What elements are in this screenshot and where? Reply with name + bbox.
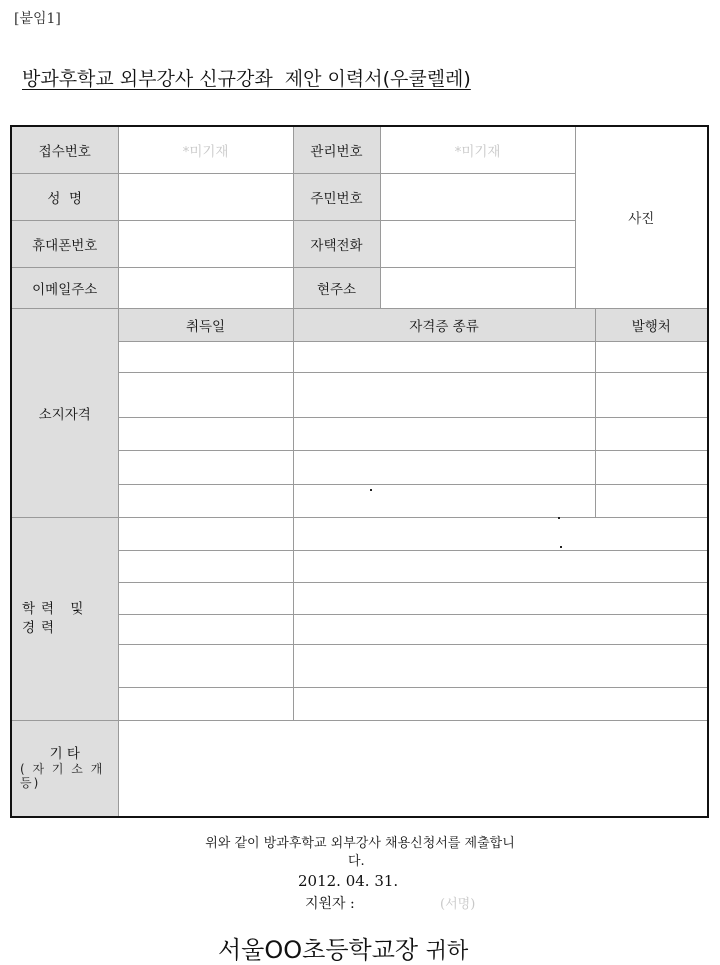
self-intro-field[interactable] [118,720,708,817]
certs-section-label: 소지자격 [11,308,118,517]
cert-date-cell[interactable] [118,341,293,372]
other-label-cell [11,720,118,817]
cert-date-cell[interactable] [118,417,293,450]
mgmt-no-label: 관리번호 [293,126,380,173]
mobile-label: 휴대폰번호 [11,220,118,267]
submission-date: 2012. 04. 31. [298,872,399,890]
edu-detail-cell[interactable] [293,644,708,687]
receipt-no-field[interactable]: *미기재 [118,126,293,173]
mgmt-no-field[interactable]: *미기재 [380,126,575,173]
addressee-suffix: 귀하 [425,939,469,964]
edu-period-cell[interactable] [118,550,293,582]
cert-type-header: 자격증 종류 [293,308,595,341]
other-sub-label: ( 자 기 소 개 등) [20,761,105,791]
edu-period-cell[interactable] [118,644,293,687]
edu-detail-cell[interactable] [293,517,708,550]
cert-date-cell[interactable] [118,484,293,517]
edu-period-cell[interactable] [118,517,293,550]
home-phone-field[interactable] [380,220,575,267]
education-section-label: 학력 및 경력 [11,517,118,720]
cert-date-header: 취득일 [118,308,293,341]
edu-period-cell[interactable] [118,687,293,720]
edu-detail-cell[interactable] [293,614,708,644]
cert-issuer-header: 발행처 [595,308,708,341]
edu-period-cell[interactable] [118,582,293,614]
signature-field[interactable]: (서명) [440,897,476,912]
submission-statement [0,832,720,869]
form-title: 방과후학교 외부강사 신규강좌 제안 이력서(우쿨렐레) [22,68,471,90]
cert-type-cell[interactable] [293,372,595,417]
home-phone-label: 자택전화 [293,220,380,267]
name-label: 성 명 [11,173,118,220]
cert-issuer-cell[interactable] [595,484,708,517]
resident-no-label: 주민번호 [293,173,380,220]
receipt-no-label: 접수번호 [11,126,118,173]
name-field[interactable] [118,173,293,220]
cert-issuer-cell[interactable] [595,450,708,484]
cert-type-cell[interactable] [293,484,595,517]
statement-line-1: 위와 같이 방과후학교 외부강사 채용신청서를 제출합니 [205,836,515,851]
cert-issuer-cell[interactable] [595,417,708,450]
edu-detail-cell[interactable] [293,687,708,720]
cert-type-cell[interactable] [293,417,595,450]
statement-line-2: 다. [348,854,365,869]
stray-dot [370,489,372,491]
cert-date-cell[interactable] [118,450,293,484]
resident-no-field[interactable] [380,173,575,220]
cert-date-cell[interactable] [118,372,293,417]
stray-dot [560,546,562,548]
cert-issuer-cell[interactable] [595,341,708,372]
addressee-name: 서울OO초등학교장 [218,936,419,964]
applicant-label: 지원자 : [305,896,355,912]
email-field[interactable] [118,267,293,308]
edu-detail-cell[interactable] [293,582,708,614]
other-label: 기 타 [49,745,80,762]
address-label: 현주소 [293,267,380,308]
email-label: 이메일주소 [11,267,118,308]
application-form [10,125,709,818]
address-field[interactable] [380,267,575,308]
attachment-label: [붙임1] [14,11,61,27]
mobile-field[interactable] [118,220,293,267]
photo-box[interactable]: 사진 [575,126,708,308]
stray-dot [558,517,560,519]
edu-period-cell[interactable] [118,614,293,644]
cert-type-cell[interactable] [293,450,595,484]
edu-detail-cell[interactable] [293,550,708,582]
cert-issuer-cell[interactable] [595,372,708,417]
cert-type-cell[interactable] [293,341,595,372]
